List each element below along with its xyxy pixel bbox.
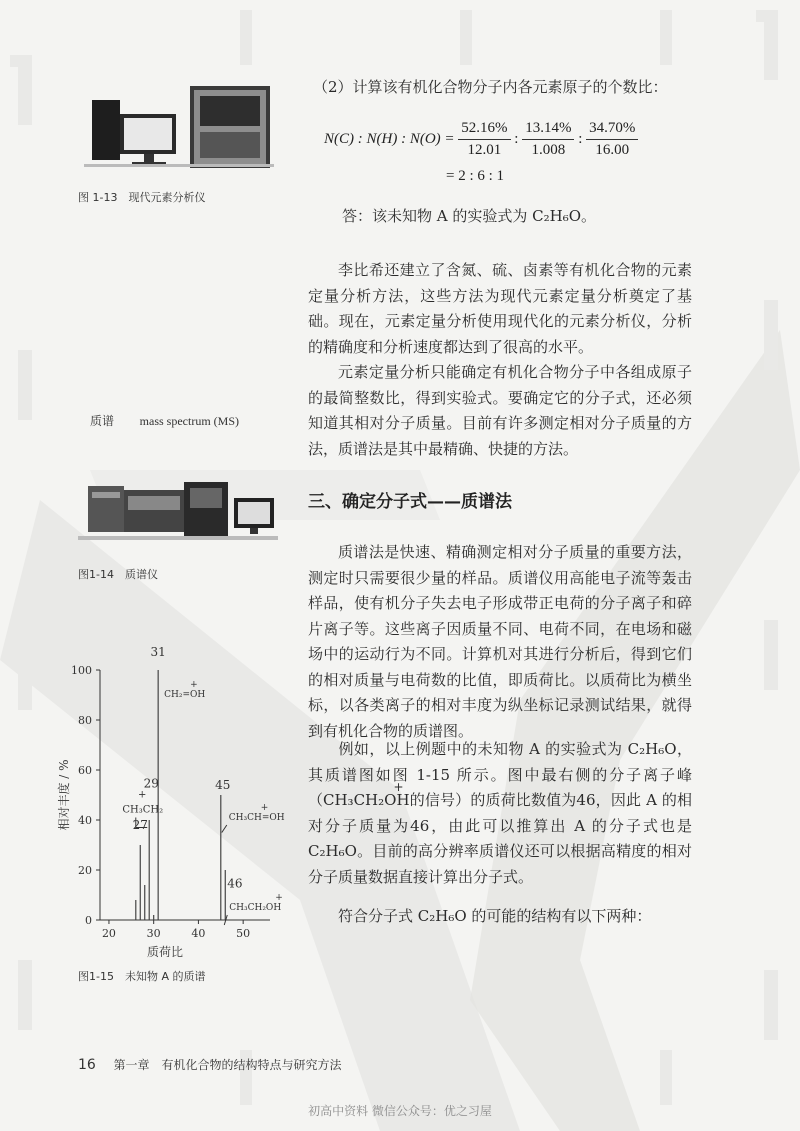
ion-charge-29: + <box>138 789 147 801</box>
page-footer <box>78 1056 342 1073</box>
peak-label-29: 29 <box>143 776 159 791</box>
ion-label-45: CH₃CH=OH <box>228 813 285 823</box>
fraction-oxygen: $\frac{34.70\%}{16.00}$ <box>586 120 638 159</box>
y-tick-label: 60 <box>78 764 92 777</box>
margin-note-cn: 质谱 <box>90 414 115 428</box>
chart-bars <box>136 670 225 920</box>
ion-charge-31: + <box>190 680 198 690</box>
ion-label-46: CH₃CH₂OH <box>229 903 282 913</box>
formula-lhs: N(C) : N(H) : N(O) = <box>324 130 455 147</box>
x-tick-label: 30 <box>146 927 161 940</box>
y-tick-label: 0 <box>85 914 92 927</box>
paragraph-liebig: 李比希还建立了含氮、硫、卤素等有机化合物的元素定量分析方法，这些方法为现代元素定量分析奠定了基础。现在，元素定量分析使用现代化的元素分析仪，分析的精确度和分析速度都达到了很高的水平。 <box>308 261 692 356</box>
mass-spectrum-chart <box>50 645 285 968</box>
fraction-hydrogen: $\frac{13.14\%}{1.008}$ <box>522 120 574 159</box>
y-tick-label: 20 <box>78 864 92 877</box>
x-tick-label: 50 <box>236 927 251 940</box>
mass-spectrometer-illustration <box>78 478 278 558</box>
section-heading: 三、确定分子式——质谱法 <box>308 492 512 512</box>
figure-1-15-caption: 图1-15 未知物 A 的质谱 <box>78 970 206 983</box>
x-tick-label: 40 <box>191 927 206 940</box>
figure-1-13-caption: 图 1-13 现代元素分析仪 <box>78 191 206 204</box>
atom-ratio-formula: N(C) : N(H) : N(O) = $\frac{52.16\%}{12.01}$ : $\frac{13.14\%}{1.008}$ : $\frac{34.70\%}{16.00}$ <box>324 120 638 159</box>
margin-note <box>90 412 239 429</box>
figure-1-14-caption: 图1-14 质谱仪 <box>78 568 158 581</box>
y-tick-label: 40 <box>78 814 92 827</box>
x-tick-label: 20 <box>101 927 116 940</box>
element-analyzer-illustration <box>74 78 274 183</box>
peak-label-31: 31 <box>150 645 166 659</box>
chapter-title: 第一章 有机化合物的结构特点与研究方法 <box>113 1058 342 1072</box>
y-axis-label: 相对丰度 / % <box>57 759 71 831</box>
y-tick-label: 100 <box>71 664 92 677</box>
formula-result: = 2 : 6 : 1 <box>446 168 505 184</box>
peak-label-46: 46 <box>227 876 243 891</box>
molecular-ion-label: （CH₃CH₂OH + <box>308 780 410 809</box>
paragraph-molecular-formula: 元素定量分析只能确定有机化合物分子中各组成原子的最简整数比，得到实验式。要确定它的分子式，还必须知道其相对分子质量。目前有许多测定相对分子质量的方法，质谱法是其中最精确、快捷的方法。 <box>308 363 692 458</box>
x-axis-label: 质荷比 <box>146 945 184 959</box>
ion-charge-45: + <box>260 803 269 813</box>
fraction-carbon: $\frac{52.16\%}{12.01}$ <box>458 120 510 159</box>
page-number: 16 <box>78 1057 96 1073</box>
y-tick-label: 80 <box>78 714 92 727</box>
paragraph-mass-spectrometry: 质谱法是快速、精确测定相对分子质量的重要方法，测定时只需要很少量的样品。质谱仪用高能电子流等轰击样品，使有机分子失去电子形成带正电荷的分子离子和碎片离子等。这些离子因质量不同、电荷不同，在电场和磁场中的运动行为不同。计算机对其进行分析后，得到它们的相对质量与电荷数的比值，即质荷比。以质荷比为横坐标，以各类离子的相对丰度为纵坐标记录测试结果，就得到有机化合物的质谱图。 <box>308 543 692 740</box>
credit-line: 初高中资料 微信公众号：优之习屋 <box>308 1104 492 1118</box>
paragraph-example: 例如，以上例题中的未知物 A 的实验式为 C₂H₆O，其质谱图如图 1-15 所示。图中最右侧的分子离子峰（CH₃CH₂OH + 的信号）的质荷比数值为46，因此 A 的相对分子质量为46，由此可以推算出 A 的分子式也是 C₂H₆O。目前的高分辨率质谱仪还可以根据高精度的相对分子质量数据直接计算出分子式。 <box>308 740 692 886</box>
step-2-text: （2）计算该有机化合物分子内各元素原子的个数比： <box>313 78 668 96</box>
peak-label-45: 45 <box>215 778 231 792</box>
arrow-45 <box>222 825 227 833</box>
margin-note-en: mass spectrum (MS) <box>139 414 239 428</box>
ion-charge-46: + <box>275 893 283 903</box>
ion-label-31: CH₂=OH <box>164 690 206 700</box>
ion-label-29: CH₃CH₂ <box>122 804 164 816</box>
answer-text: 答：该未知物 A 的实验式为 C₂H₆O。 <box>342 207 597 225</box>
chart-peak-labels <box>122 645 284 925</box>
paragraph-structures: 符合分子式 C₂H₆O 的可能的结构有以下两种： <box>338 907 652 925</box>
peak-label-27: 27 <box>132 818 148 832</box>
